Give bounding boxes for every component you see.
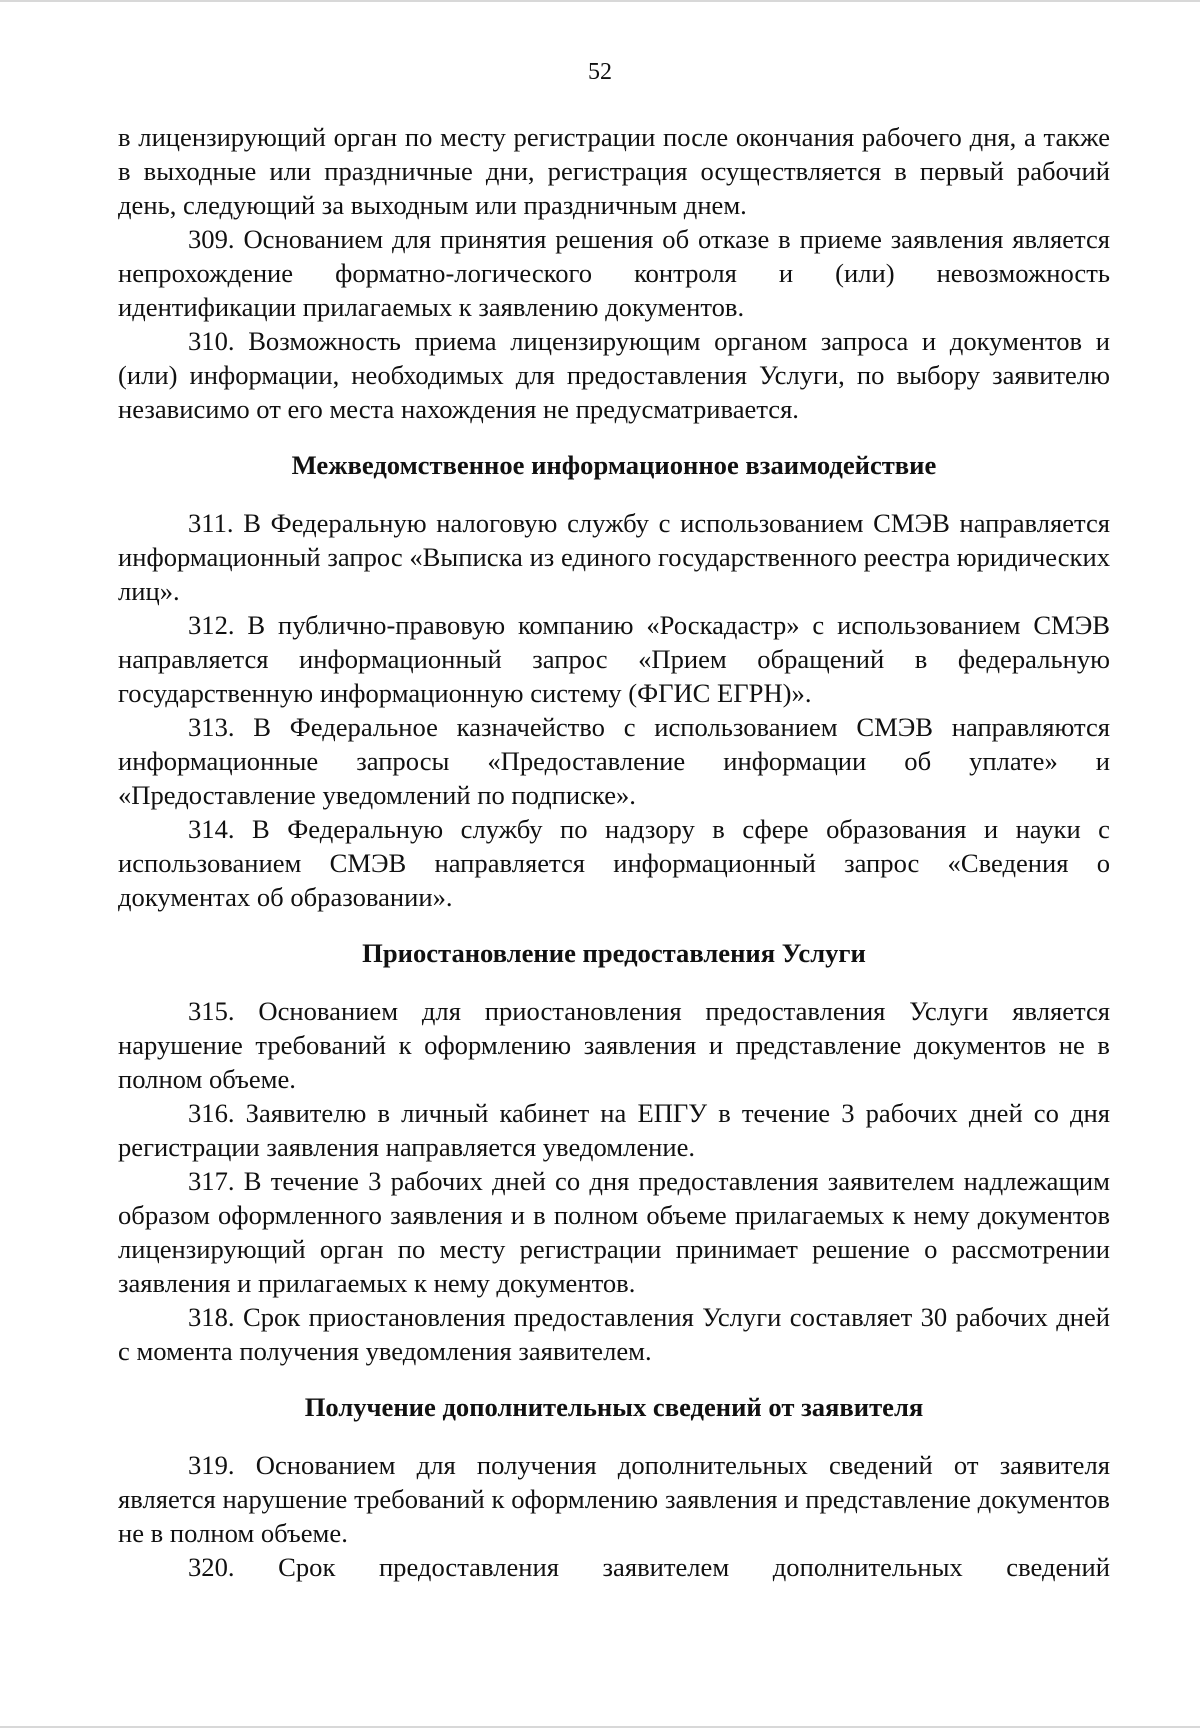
paragraph-313: 313. В Федеральное казначейство с использованием СМЭВ направляются информационные запросы «Предоставление информации об уплате» и «Предоставление уведомлений по подписке». [118, 712, 1110, 810]
section-heading-suspension: Приостановление предоставления Услуги [362, 938, 866, 968]
paragraph-319: 319. Основанием для получения дополнительных сведений от заявителя является нарушение требований к оформлению заявления и представление документов не в полном объеме. [118, 1450, 1110, 1548]
page-number: 52 [588, 59, 612, 85]
paragraph-312: 312. В публично-правовую компанию «Роскадастр» с использованием СМЭВ направляется информационный запрос «Прием обращений в федеральную государственную информационную систему (ФГИС ЕГРН)». [118, 610, 1110, 708]
paragraph-320: 320. Срок предоставления заявителем дополнительных сведений [188, 1552, 1110, 1582]
paragraph-310: 310. Возможность приема лицензирующим органом запроса и документов и (или) информации, необходимых для предоставления Услуги, по выбору заявителю независимо от его места нахождения не предусматривается. [118, 326, 1110, 424]
document-body [118, 120, 1110, 1584]
section-heading-additional-info: Получение дополнительных сведений от заявителя [304, 1392, 924, 1422]
paragraph-315: 315. Основанием для приостановления предоставления Услуги является нарушение требований к оформлению заявления и представление документов не в полном объеме. [118, 996, 1110, 1094]
paragraph-316: 316. Заявителю в личный кабинет на ЕПГУ в течение 3 рабочих дней со дня регистрации заявления направляется уведомление. [118, 1098, 1110, 1162]
section-heading-interagency: Межведомственное информационное взаимодействие [291, 450, 937, 480]
paragraph-314: 314. В Федеральную службу по надзору в сфере образования и науки с использованием СМЭВ направляется информационный запрос «Сведения о документах об образовании». [118, 814, 1110, 912]
paragraph-309: 309. Основанием для принятия решения об отказе в приеме заявления является непрохождение форматно-логического контроля и (или) невозможность идентификации прилагаемых к заявлению документов. [118, 224, 1110, 322]
paragraph-311: 311. В Федеральную налоговую службу с использованием СМЭВ направляется информационный запрос «Выписка из единого государственного реестра юридических лиц». [118, 508, 1110, 606]
scan-edge-top [0, 0, 1200, 2]
paragraph-318: 318. Срок приостановления предоставления Услуги составляет 30 рабочих дней с момента получения уведомления заявителем. [118, 1302, 1110, 1366]
paragraph-continuation: в лицензирующий орган по месту регистрации после окончания рабочего дня, а также в выходные или праздничные дни, регистрация осуществляется в первый рабочий день, следующий за выходным или праздничным днем. [118, 122, 1110, 220]
paragraph-317: 317. В течение 3 рабочих дней со дня предоставления заявителем надлежащим образом оформленного заявления и в полном объеме прилагаемых к нему документов лицензирующий орган по месту регистрации принимает решение о рассмотрении заявления и прилагаемых к нему документов. [118, 1166, 1110, 1298]
